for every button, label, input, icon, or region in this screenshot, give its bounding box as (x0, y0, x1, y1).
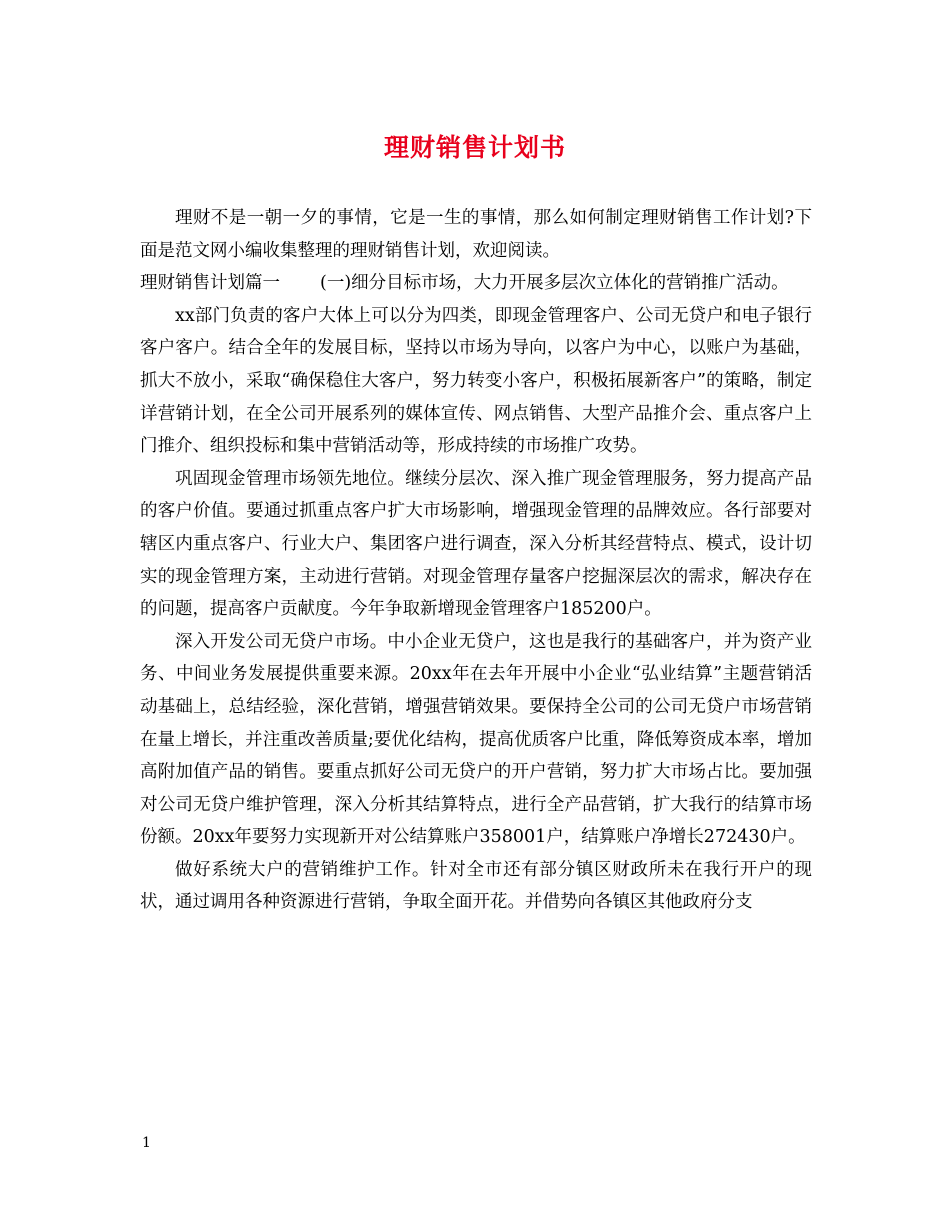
section-heading-line (140, 267, 812, 300)
section-heading: 理财销售计划篇一 (140, 273, 280, 294)
body-paragraph-2: 巩固现金管理市场领先地位。继续分层次、深入推广现金管理服务，努力提高产品的客户价值。要通过抓重点客户扩大市场影响，增强现金管理的品牌效应。各行部要对辖区内重点客户、行业大户、集团客户进行调查，深入分析其经营特点、模式，设计切实的现金管理方案，主动进行营销。对现金管理存量客户挖掘深层次的需求，解决存在的问题，提高客户贡献度。今年争取新增现金管理客户185200户。 (140, 468, 812, 620)
body-paragraph-3: 深入开发公司无贷户市场。中小企业无贷户，这也是我行的基础客户，并为资产业务、中间业务发展提供重要来源。20xx年在去年开展中小企业“弘业结算”主题营销活动基础上，总结经验，深化营销，增强营销效果。要保持全公司的公司无贷户市场营销在量上增长，并注重改善质量;要优化结构，提高优质客户比重，降低筹资成本率，增加高附加值产品的销售。要重点抓好公司无贷户的开户营销，努力扩大市场占比。要加强对公司无贷户维护管理，深入分析其结算特点，进行全产品营销，扩大我行的结算市场份额。20xx年要努力实现新开对公结算账户358001户，结算账户净增长272430户。 (140, 631, 812, 848)
page-number: 1 (142, 1135, 151, 1151)
section-subheading: (一)细分目标市场，大力开展多层次立体化的营销推广活动。 (320, 273, 789, 294)
intro-paragraph: 理财不是一朝一夕的事情，它是一生的事情，那么如何制定理财销售工作计划?下面是范文网小编收集整理的理财销售计划，欢迎阅读。 (140, 208, 812, 261)
document-title: 理财销售计划书 (383, 133, 566, 162)
body-paragraph-1: xx部门负责的客户大体上可以分为四类，即现金管理客户、公司无贷户和电子银行客户客户。结合全年的发展目标，坚持以市场为导向，以客户为中心，以账户为基础，抓大不放小，采取“确保稳住大客户，努力转变小客户，积极拓展新客户”的策略，制定详营销计划，在全公司开展系列的媒体宣传、网点销售、大型产品推介会、重点客户上门推介、组织投标和集中营销活动等，形成持续的市场推广攻势。 (140, 305, 812, 457)
body-paragraph-4: 做好系统大户的营销维护工作。针对全市还有部分镇区财政所未在我行开户的现状，通过调用各种资源进行营销，争取全面开花。并借势向各镇区其他政府分支 (140, 859, 812, 913)
document-body (140, 202, 812, 919)
